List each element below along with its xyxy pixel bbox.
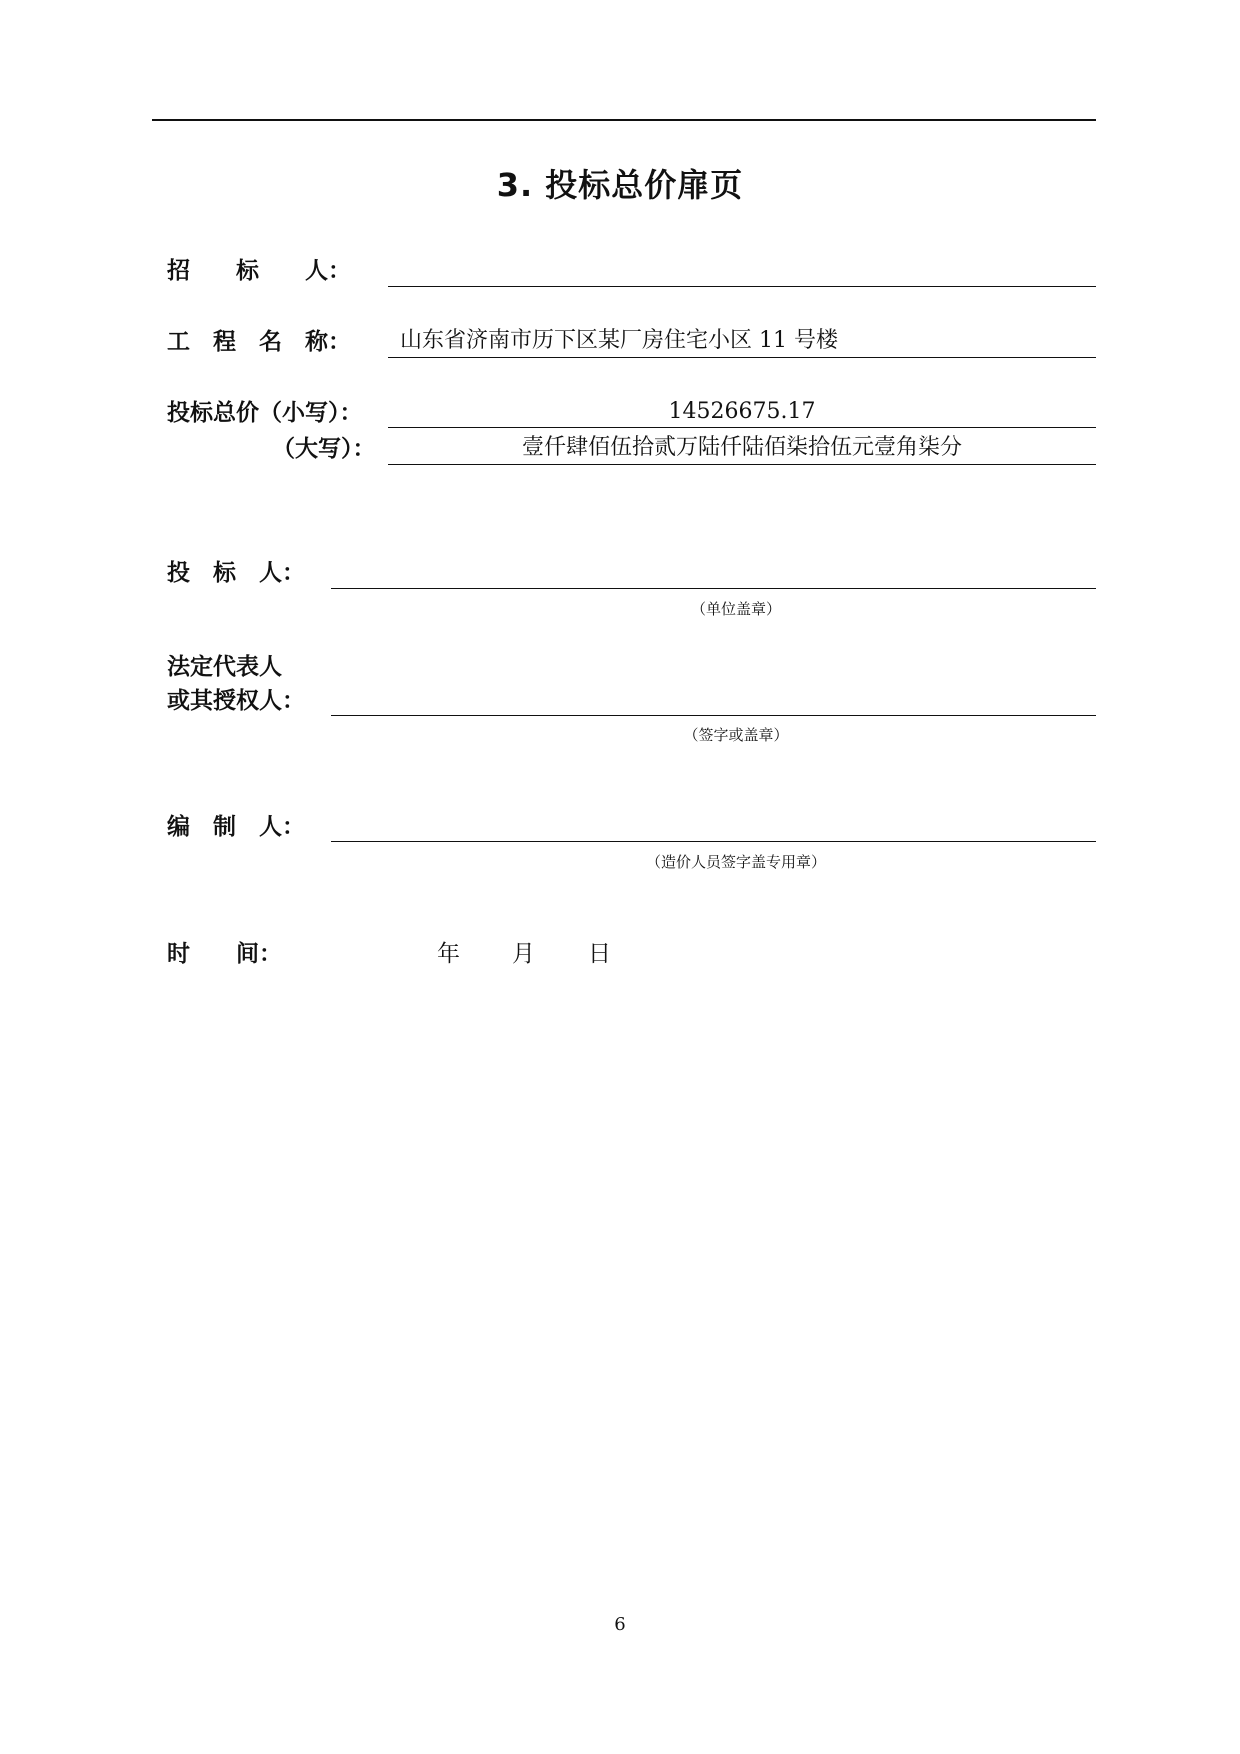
bidder-label: 投 标 人： (167, 560, 305, 586)
project-name-label: 工 程 名 称： (167, 329, 351, 355)
total-price-uppercase-value: 壹仟肆佰伍拾贰万陆仟陆佰柒拾伍元壹角柒分 (521, 435, 962, 460)
legal-rep-sign-hint: （签字或盖章） (683, 726, 789, 744)
preparer-label: 编 制 人： (167, 814, 305, 840)
total-price-lowercase-value: 14526675.17 (668, 399, 816, 424)
project-name-line[interactable] (388, 357, 1096, 358)
project-name-value: 山东省济南市历下区某厂房住宅小区 11 号楼 (400, 328, 838, 353)
preparer-seal-hint: （造价人员签字盖专用章） (645, 853, 826, 871)
page-number: 6 (614, 1614, 626, 1635)
header-rule (152, 119, 1096, 121)
bidder-line[interactable] (331, 588, 1096, 589)
date-year[interactable]: 年 (437, 941, 460, 967)
total-price-uppercase-line[interactable] (388, 464, 1096, 465)
total-price-lowercase-label: 投标总价（小写）： (167, 400, 363, 426)
preparer-line[interactable] (331, 841, 1096, 842)
tenderer-label: 招 标 人： (167, 258, 351, 284)
legal-rep-line[interactable] (331, 715, 1096, 716)
total-price-lowercase-line[interactable] (388, 427, 1096, 428)
page-title: 3. 投标总价扉页 (496, 166, 744, 204)
time-label: 时 间： (167, 941, 282, 967)
legal-rep-label-line2: 或其授权人： (167, 688, 305, 714)
bidder-seal-hint: （单位盖章） (690, 600, 781, 618)
tenderer-line[interactable] (388, 286, 1096, 287)
total-price-uppercase-label: （大写）： (272, 436, 376, 462)
date-month[interactable]: 月 (512, 941, 535, 967)
legal-rep-label-line1: 法定代表人 (167, 654, 282, 680)
date-day[interactable]: 日 (588, 941, 611, 967)
